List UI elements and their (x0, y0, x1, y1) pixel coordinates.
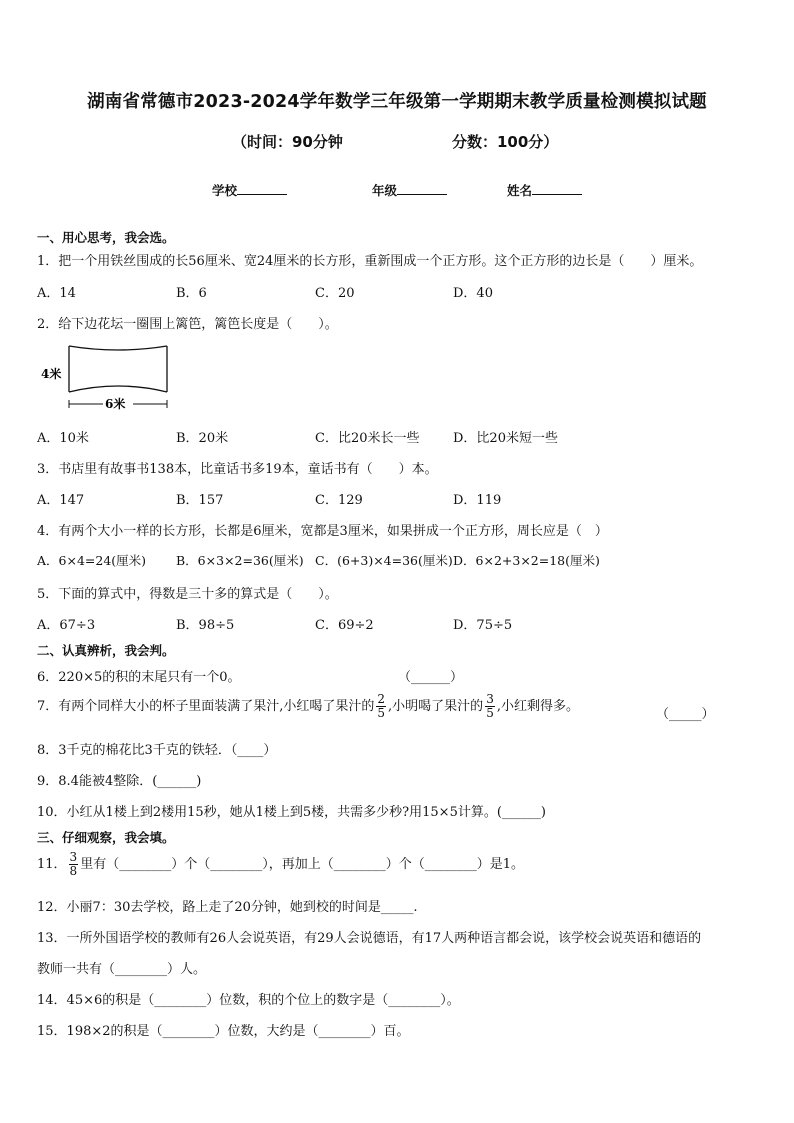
q3-option-b[interactable]: B．157 (176, 493, 224, 508)
question-12: 12．小丽7：30去学校，路上走了20分钟，她到校的时间是_____. (37, 900, 418, 915)
fraction-three-eighths: $\frac{3}{8}$ (69, 850, 78, 878)
q4-option-b[interactable]: B．6×3×2=36(厘米) (176, 553, 304, 568)
page-title: 湖南省常德市2023-2024学年数学三年级第一学期期末教学质量检测模拟试题 (87, 92, 707, 112)
question-15: 15．198×2的积是（________）位数，大约是（________）百。 (37, 1024, 410, 1039)
school-field[interactable]: 学校 (212, 181, 287, 199)
fraction-two-fifths: $\frac{2}{5}$ (377, 692, 386, 720)
question-3: 3．书店里有故事书138本，比童话书多19本，童话书有（ ）本。 (37, 462, 438, 477)
q1-option-d[interactable]: D．40 (453, 286, 493, 301)
q5-option-c[interactable]: C．69÷2 (315, 618, 374, 633)
question-6: 6．220×5的积的末尾只有一个0。 (37, 670, 241, 685)
q2-option-a[interactable]: A．10米 (37, 431, 89, 446)
q2-option-d[interactable]: D．比20米短一些 (453, 431, 558, 446)
q4-option-a[interactable]: A．6×4=24(厘米) (37, 553, 147, 568)
flowerbed-figure (37, 340, 177, 412)
q3-option-c[interactable]: C．129 (315, 493, 363, 508)
q4-option-d[interactable]: D．6×2+3×2=18(厘米) (453, 553, 600, 568)
q3-option-a[interactable]: A．147 (37, 493, 85, 508)
q5-option-d[interactable]: D．75÷5 (453, 618, 513, 633)
question-14: 14．45×6的积是（________）位数，积的个位上的数字是（________）。 (37, 993, 460, 1008)
question-10: 10．小红从1楼上到2楼用15秒，她从1楼上到5楼，共需多少秒?用15×5计算。(______) (37, 805, 546, 820)
exam-score: 分数：100分） (452, 133, 559, 151)
width-label: 6米 (105, 397, 126, 411)
question-7: 7．有两个同样大小的杯子里面装满了果汁,小红喝了果汁的 $\frac{2}{5}$ ,小明喝了果汁的 $\frac{3}{5}$ ,小红剩得多。 (37, 692, 579, 720)
question-4: 4．有两个大小一样的长方形，长都是6厘米，宽都是3厘米，如果拼成一个正方形，周长应是（ ） (37, 524, 608, 539)
question-1: 1．把一个用铁丝围成的长56厘米、宽24厘米的长方形，重新围成一个正方形。这个正方形的边长是（ ）厘米。 (37, 254, 703, 269)
fraction-three-fifths: $\frac{3}{5}$ (486, 692, 494, 720)
q2-option-c[interactable]: C．比20米长一些 (315, 431, 420, 446)
question-9: 9．8.4能被4整除．(______) (37, 774, 202, 789)
q1-option-a[interactable]: A．14 (37, 286, 76, 301)
section-heading-2: 二、认真辨析，我会判。 (37, 643, 175, 658)
q4-option-c[interactable]: C．(6+3)×4=36(厘米) (315, 553, 453, 568)
question-13-line2: 教师一共有（________）人。 (37, 962, 207, 977)
name-field[interactable]: 姓名 (507, 181, 582, 199)
q1-option-b[interactable]: B．6 (176, 286, 207, 301)
grade-field[interactable]: 年级 (372, 181, 447, 199)
question-5: 5．下面的算式中，得数是三十多的算式是（ ）。 (37, 587, 338, 602)
q1-option-c[interactable]: C．20 (315, 286, 355, 301)
exam-time: （时间：90分钟 (232, 133, 343, 151)
question-2: 2．给下边花坛一圈围上篱笆，篱笆长度是（ ）。 (37, 317, 338, 332)
q5-option-a[interactable]: A．67÷3 (37, 618, 96, 633)
flowerbed-diagram (37, 340, 177, 412)
question-8: 8．3千克的棉花比3千克的铁轻．（____） (37, 743, 277, 758)
q3-option-d[interactable]: D．119 (453, 493, 502, 508)
section-heading-3: 三、仔细观察，我会填。 (37, 830, 175, 845)
q5-option-b[interactable]: B．98÷5 (176, 618, 235, 633)
q6-answer-blank[interactable]: （______） (398, 670, 464, 685)
q2-option-b[interactable]: B．20米 (176, 431, 229, 446)
q7-answer-blank[interactable]: （_____） (656, 707, 715, 722)
height-label: 4米 (41, 367, 62, 381)
section-heading-1: 一、用心思考，我会选。 (37, 230, 175, 245)
question-11: 11． $\frac{3}{8}$ 里有（________）个（________），再加上（________）个（________）是1。 (37, 850, 524, 878)
question-13-line1: 13．一所外国语学校的教师有26人会说英语，有29人会说德语，有17人两种语言都会说，该学校会说英语和德语的 (37, 931, 702, 946)
